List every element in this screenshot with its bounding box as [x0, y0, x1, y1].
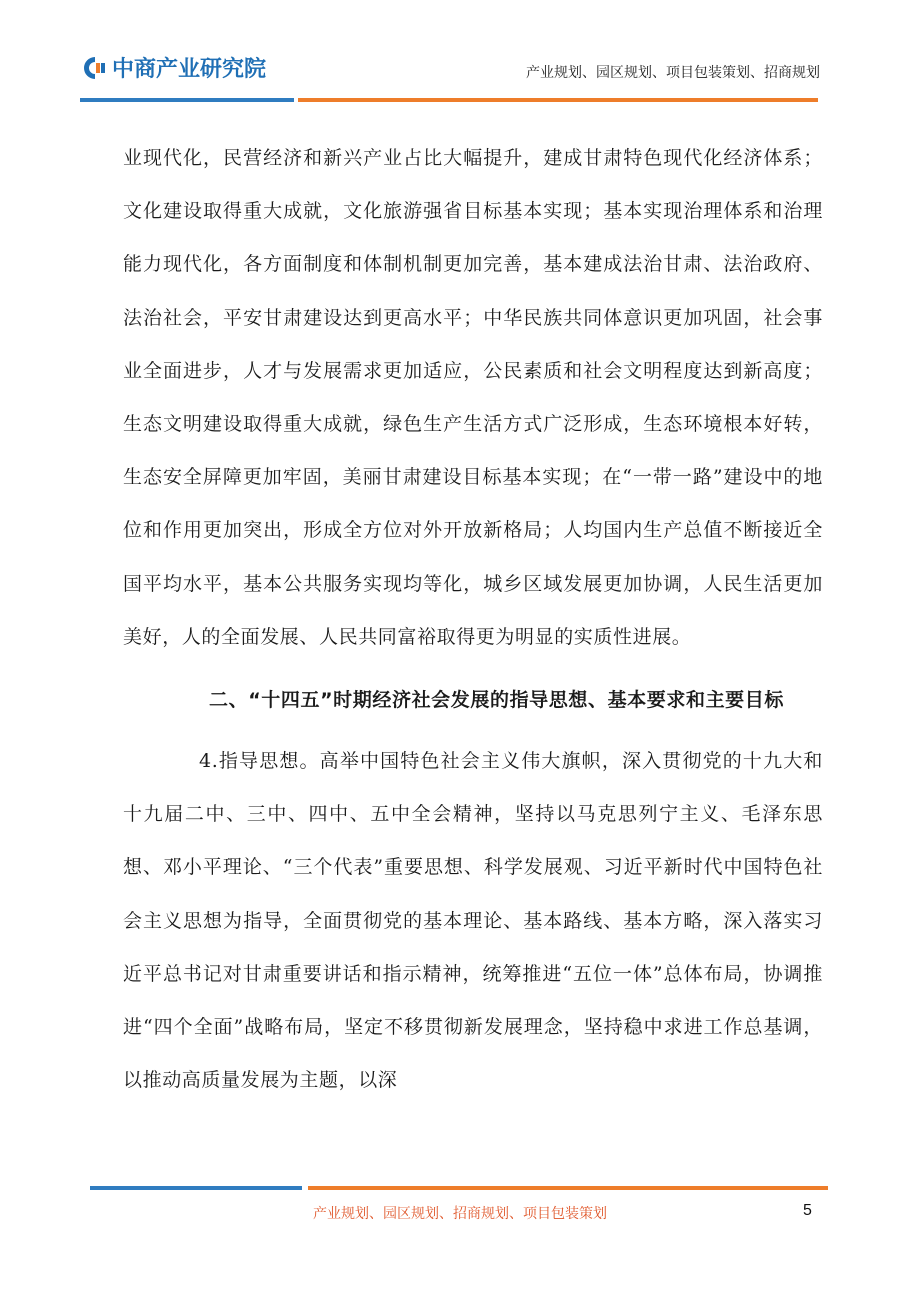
- paragraph-continued: 业现代化，民营经济和新兴产业占比大幅提升，建成甘肃特色现代化经济体系；文化建设取得重大成就，文化旅游强省目标基本实现；基本实现治理体系和治理能力现代化，各方面制度和体制机制更加完善，基本建成法治甘肃、法治政府、法治社会，平安甘肃建设达到更高水平；中华民族共同体意识更加巩固，社会事业全面进步，人才与发展需求更加适应，公民素质和社会文明程度达到新高度；生态文明建设取得重大成就，绿色生产生活方式广泛形成，生态环境根本好转，生态安全屏障更加牢固，美丽甘肃建设目标基本实现；在“一带一路”建设中的地位和作用更加突出，形成全方位对外开放新格局；人均国内生产总值不断接近全国平均水平，基本公共服务实现均等化，城乡区域发展更加协调，人民生活更加美好，人的全面发展、人民共同富裕取得更为明显的实质性进展。: [123, 147, 823, 648]
- logo-text: 中商产业研究院: [112, 57, 267, 82]
- paragraph-guiding-ideology: 4.指导思想。高举中国特色社会主义伟大旗帜，深入贯彻党的十九大和十九届二中、三中、四中、五中全会精神，坚持以马克思列宁主义、毛泽东思想、邓小平理论、“三个代表”重要思想、科学发展观、习近平新时代中国特色社会主义思想为指导，全面贯彻党的基本理论、基本路线、基本方略，深入落实习近平总书记对甘肃重要讲话和指示精神，统筹推进“五位一体”总体布局，协调推进“四个全面”战略布局，坚定不移贯彻新发展理念，坚持稳中求进工作总基调，以推动高质量发展为主题，以深: [123, 750, 823, 1092]
- header-divider-blue: [80, 98, 294, 102]
- footer-tagline: 产业规划、园区规划、招商规划、项目包装策划: [313, 1206, 607, 1222]
- page-number: 5: [803, 1202, 812, 1219]
- header-tagline: 产业规划、园区规划、项目包装策划、招商规划: [526, 65, 820, 81]
- footer-divider-blue: [90, 1186, 302, 1190]
- header-divider-orange: [298, 98, 818, 102]
- page-header: [0, 0, 920, 110]
- document-body: [123, 132, 823, 1107]
- c-shape-logo-icon: [82, 55, 108, 81]
- company-logo: [82, 52, 266, 83]
- footer-divider-orange: [308, 1186, 828, 1190]
- section-heading: 二、“十四五”时期经济社会发展的指导思想、基本要求和主要目标: [209, 689, 784, 712]
